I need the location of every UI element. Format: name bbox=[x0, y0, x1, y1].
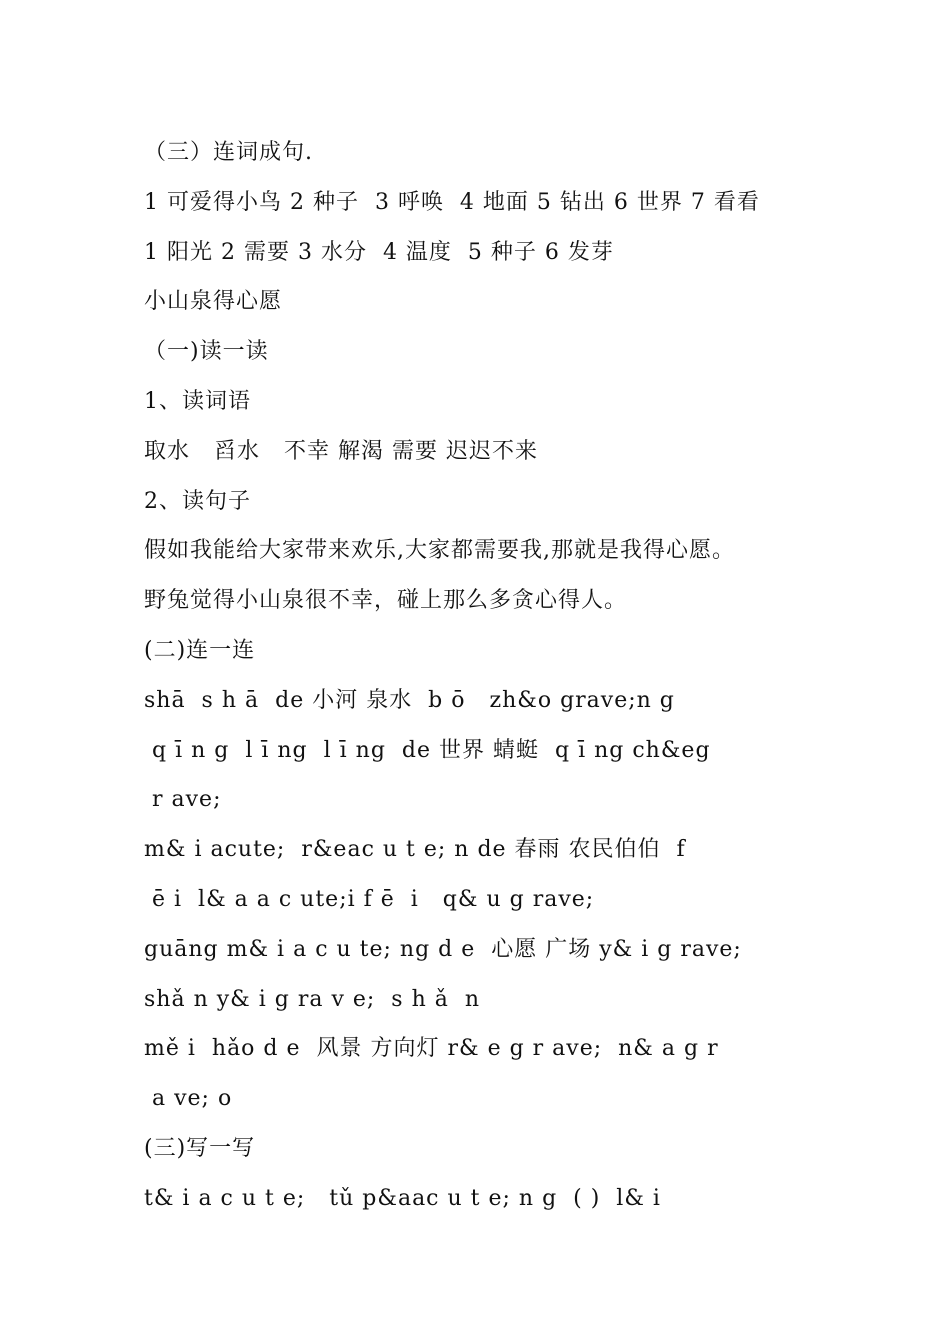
subheading-read-sentences: 2、读句子 bbox=[144, 488, 251, 514]
sentence-line: 野兔觉得小山泉很不幸，碰上那么多贪心得人。 bbox=[144, 588, 628, 614]
document-body bbox=[144, 128, 824, 1224]
section-heading-connect-sentences: （三）连词成句. bbox=[144, 140, 313, 165]
pinyin-line: r ave; bbox=[144, 787, 222, 813]
pinyin-line: shǎ n y& i g ra v e; s h ǎ n bbox=[144, 986, 481, 1012]
word-list-line: 1 可爱得小鸟 2 种子 3 呼唤 4 地面 5 钻出 6 世界 7 看看 bbox=[144, 189, 760, 215]
vocabulary-line: 取水 舀水 不幸 解渴 需要 迟迟不来 bbox=[144, 438, 538, 464]
pinyin-line: a ve; o bbox=[144, 1086, 233, 1112]
pinyin-line: shā s h ā de 小河 泉水 b ō zh&o grave;n g bbox=[144, 687, 675, 713]
pinyin-line: guāng m& i a c u te; ng d e 心愿 广场 y& i g rave; bbox=[144, 936, 742, 962]
pinyin-line: mě i hǎo d e 风景 方向灯 r& e g r ave; n& a g r bbox=[144, 1036, 719, 1062]
pinyin-line: ē i l& a a c ute;i f ē i q& u g rave; bbox=[144, 886, 595, 912]
word-list-line: 1 阳光 2 需要 3 水分 4 温度 5 种子 6 发芽 bbox=[144, 239, 614, 265]
pinyin-line: q ī n g l ī ng l ī ng de 世界 蜻蜓 q ī ng ch&eg bbox=[144, 737, 711, 763]
section-heading-match: (二)连一连 bbox=[144, 637, 256, 663]
section-heading-write: (三)写一写 bbox=[144, 1135, 256, 1161]
subheading-read-words: 1、读词语 bbox=[144, 388, 251, 414]
pinyin-line: m& i acute; r&eac u t e; n de 春雨 农民伯伯 f bbox=[144, 837, 686, 863]
sentence-line: 假如我能给大家带来欢乐,大家都需要我,那就是我得心愿。 bbox=[144, 538, 735, 564]
pinyin-line: t& i a c u t e; tǔ p&aac u t e; n g ( ) l& i bbox=[144, 1185, 661, 1211]
lesson-title: 小山泉得心愿 bbox=[144, 289, 283, 315]
section-heading-read: （一)读一读 bbox=[144, 339, 269, 365]
